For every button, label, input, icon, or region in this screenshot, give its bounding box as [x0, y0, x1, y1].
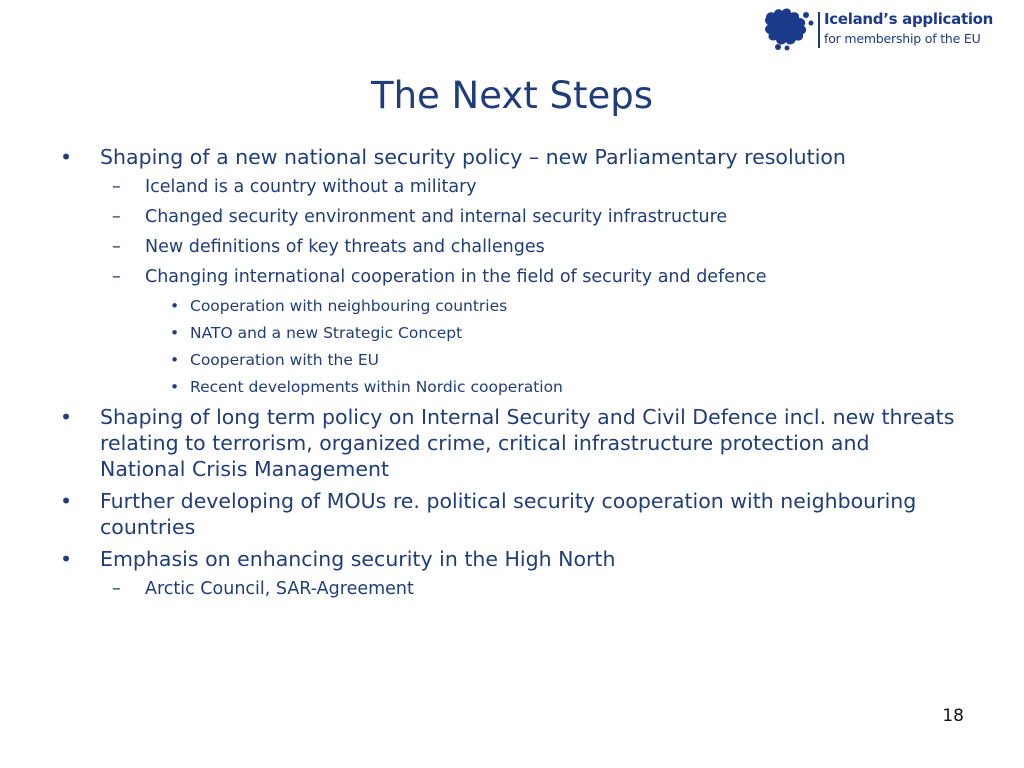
bullet-item-level-3 [60, 350, 960, 371]
bullet-item-level-2 [60, 578, 960, 600]
dash-marker: – [112, 579, 121, 599]
bullet-item-level-3 [60, 377, 960, 398]
bullet-text: Cooperation with the EU [190, 351, 379, 369]
dash-marker: – [112, 207, 121, 227]
logo-title: Iceland’s application [824, 10, 994, 28]
bullet-item-level-3 [60, 296, 960, 317]
dash-marker: – [112, 237, 121, 257]
bullet-text: Shaping of a new national security policy – new Parliamentary resolution [100, 145, 846, 169]
bullet-marker: • [60, 145, 73, 169]
page-number: 18 [942, 706, 964, 726]
bullet-text: Cooperation with neighbouring countries [190, 297, 508, 315]
bullet-item-level-3 [60, 323, 960, 344]
bullet-marker: • [170, 324, 180, 342]
bullet-marker: • [60, 405, 73, 429]
bullet-text: Recent developments within Nordic cooperation [190, 378, 563, 396]
bullet-item-level-1 [60, 546, 960, 572]
bullet-marker: • [170, 351, 180, 369]
bullet-text: Further developing of MOUs re. political security cooperation with neighbouring countries [100, 489, 917, 539]
bullet-item-level-1 [60, 488, 960, 540]
bullet-list [60, 144, 960, 608]
bullet-item-level-1 [60, 404, 960, 482]
bullet-text: Emphasis on enhancing security in the High North [100, 547, 616, 571]
bullet-item-level-1 [60, 144, 960, 170]
dash-marker: – [112, 177, 121, 197]
eu-application-logo [760, 6, 1020, 52]
dash-marker: – [112, 267, 121, 287]
logo-subtitle: for membership of the EU [824, 31, 981, 46]
slide-title: The Next Steps [370, 74, 654, 117]
bullet-marker: • [170, 297, 180, 315]
bullet-marker: • [170, 378, 180, 396]
bullet-item-level-2 [60, 236, 960, 258]
bullet-text: New definitions of key threats and challenges [145, 237, 545, 257]
bullet-item-level-2 [60, 176, 960, 198]
bullet-text: Shaping of long term policy on Internal Security and Civil Defence incl. new threats relating to terrorism, organized crime, critical infrastructure protection and National Crisis Management [100, 405, 955, 481]
bullet-marker: • [60, 547, 73, 571]
logo-divider [818, 12, 820, 48]
bullet-item-level-2 [60, 266, 960, 288]
bullet-text: NATO and a new Strategic Concept [190, 324, 463, 342]
bullet-text: Arctic Council, SAR-Agreement [145, 579, 414, 599]
bullet-text: Changed security environment and internal security infrastructure [145, 207, 728, 227]
logo-puzzle-icon [760, 6, 814, 52]
bullet-item-level-2 [60, 206, 960, 228]
bullet-text: Changing international cooperation in the field of security and defence [145, 267, 767, 287]
bullet-marker: • [60, 489, 73, 513]
bullet-text: Iceland is a country without a military [145, 177, 477, 197]
